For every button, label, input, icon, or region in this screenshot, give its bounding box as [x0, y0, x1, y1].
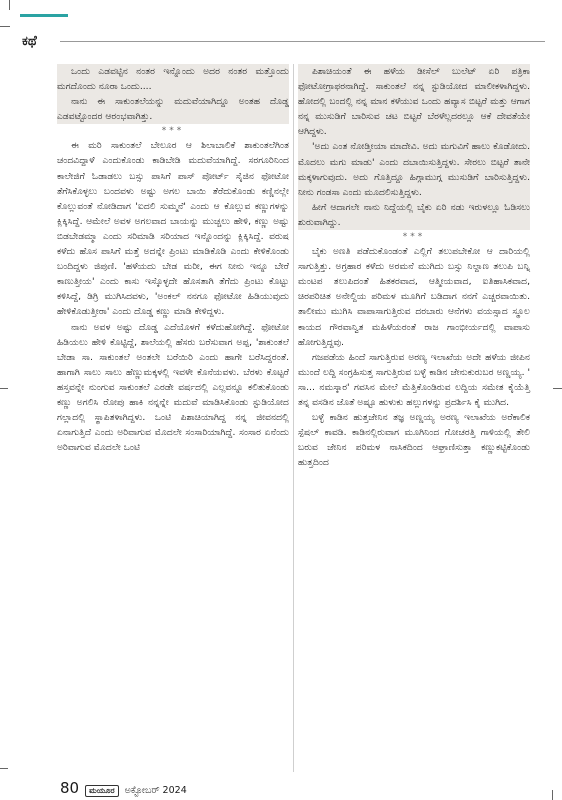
right-column	[298, 64, 530, 470]
magazine-logo: ಮಯೂರ	[85, 785, 119, 797]
paragraph: ನಾನು ಈ ಸಾಕುಂತಲೆಯನ್ನು ಮದುವೆಯಾಗಿದ್ದೂ ಅಂತಹ ದೊಡ್ಡ ಎಡವಟ್ಟೊಂದರ ಆರಂಭವಾಗಿತ್ತು.	[57, 94, 289, 124]
paragraph: ಈ ಮರಿ ಸಾಕುಂತಲೆ ಬೇಲೂರ ಆ ಶಿಲಾಬಾಲಿಕೆ ಶಾಕುಂತಲೆಗಿಂತ ಚಂದವಿದ್ದಾಳೆ ಎಂದುಕೊಂಡು ಕಾಡಿಬೇಡಿ ಮದುವೆಯಾಗಿದ್ದೆ. ಸರಗೂರಿನಿಂದ ಕಾಲೇಜಿಗೆ ಓಡಾಡಲು ಬಸ್ಸು ಪಾಸಿಗೆ ಪಾಸ್ ಪೋರ್ಟ್ ಸೈಜಿನ ಫೋಟೋ ತೆಗೆಸಿಕೊಳ್ಳಲು ಬಂದವಳು ಅಷ್ಟು ಅಗಲ ಬಾಯಿ ತೆರೆದುಕೊಂಡು ಕಣ್ಣಿನಲ್ಲೇ ಕೊಲ್ಲುವಂತೆ ನೋಡಿದಾಗ 'ಐದಲಿ ಸುಮ್ಮನೆ' ಎಂದು ಆ ಕೊಲ್ಲುವ ಕಣ್ಣುಗಳನ್ನು ಕ್ಲಿಕ್ಕಿಸಿದ್ದೆ. ಆಮೇಲೆ ಅವಳ ಅಗಲವಾದ ಬಾಯನ್ನು ಮುಚ್ಚಲು ಹೇಳಿ, ಕಣ್ಣು ಅಷ್ಟು ಬಿಡಬೇಡಮ್ಮಾ ಎಂದು ಸರಿಮಾಡಿ ಸರಿಯಾದ ಇನ್ನೊಂದನ್ನು ಕ್ಲಿಕ್ಕಿಸಿದ್ದೆ. ವರುಷ ಕಳೆದು ಹೊಸ ಪಾಸಿಗೆ ಮತ್ತೆ ಅದನ್ನೇ ಪ್ರಿಂಟು ಮಾಡಿಕೊಡಿ ಎಂದು ಕೇಳಿಕೊಂಡು ಬಂದಿದ್ದಳು ಜಿಪುಣಿ. 'ಹಳೆಯದು ಬೇಡ ಮರೀ, ಈಗ ನೀನು ಇನ್ನೂ ಬೇರೆ ಕಾಣುತ್ತೀಯ' ಎಂದು ಕಾಸು ಇಸ್ಕೊಳ್ಳದೇ ಹೊಸತಾಗಿ ತೆಗೆದು ಪ್ರಿಂಟು ಕೊಟ್ಟು ಕಳಿಸಿದ್ದೆ, ಡಿಗ್ರಿ ಮುಗಿಸಿದವಳು, 'ಅಂಕಲ್ ನನಗೂ ಫೋಟೋ ಹಿಡಿಯುವುದು ಹೇಳಿಕೊಡುತ್ತೀರಾ' ಎಂದು ದೊಡ್ಡ ಕಣ್ಣು ಮಾಡಿ ಕೇಳಿದ್ದಳು.	[57, 140, 289, 318]
crop-mark	[9, 0, 10, 10]
page-number: 80	[60, 779, 80, 797]
section-separator: ***	[402, 232, 426, 243]
paragraph: 'ಅದು ಎಂತ ನೋಡ್ತೀಯಾ ಮಾದೇವಿ. ಅದು ಮಗುವಿಗೆ ಹಾಲು ಕೊಡೋದು. ಮೊದಲು ಮಗು ಮಾಡು' ಎಂದು ದಬಾಯಿಸುತ್ತಿದ್ದಳು. ಸೇರಲು ಬಿಟ್ಟರೆ ತಾನೇ ಮಕ್ಕಳಾಗುವುದು. ಅದು ಗೊತ್ತಿದ್ದೂ ಹಿಗ್ಗಾಮುಗ್ಗ ಮುಸುಡಿಗೆ ಬಾರಿಸುತ್ತಿದ್ದಳು. ನೀನು ಗಂಡಸಾ ಎಂದು ಮೂದಲಿಸುತ್ತಿದ್ದಳು.	[298, 139, 530, 199]
column-divider	[293, 64, 294, 772]
paragraph: ಗಜಪಡೆಯ ಹಿಂದೆ ಸಾಗುತ್ತಿರುವ ಅರಣ್ಯ ಇಲಾಖೆಯ ಅದೇ ಹಳೆಯ ಜೀಪಿನ ಮುಂದೆ ಲದ್ದಿ ಸಂಗ್ರಹಿಸುತ್ತ ಸಾಗುತ್ತಿರುವ ಬಳ್ಳೆ ಕಾಡಿನ ಜೇನುಕುರುಬರ ಅಣ್ಣಯ್ಯ. ' ಸಾ... ನಮಸ್ಕಾರ' ಗವಸಿನ ಮೇಲೆ ಮೆತ್ತಿಕೊಂಡಿರುವ ಲದ್ದಿಯ ಸಮೇತ ಕೈಯೆತ್ತಿ ತನ್ನ ವಸಡಿನ ಜೊತೆ ಅಷ್ಟೂ ಹುಳುಕು ಹಲ್ಲುಗಳನ್ನು ಪ್ರದರ್ಶಿಸಿ ಕೈ ಮುಗಿದ.	[298, 351, 530, 408]
paragraph: ಬೈಕು ಅಣತಿ ಪಡೆದುಕೊಂಡಂತೆ ಎಲ್ಲಿಗೆ ತಲುಪಬೇಕೋ ಆ ದಾರಿಯಲ್ಲಿ ಸಾಗುತ್ತಿತ್ತು. ಅಗ್ರಹಾರ ಕಳೆದು ಅರಮನೆ ಮುಗಿದು ಬಸ್ಸು ನಿಲ್ದಾಣ ತಲುಪಿ ಬನ್ನಿ ಮಂಟಪ ತಲುಪಿದಂತೆ ಹಿತಕರವಾದ, ಆತ್ಮೀಯವಾದ, ಐತಿಹಾಸಿಕವಾದ, ಚಿರಪರಿಚಿತ ಅನೇಲ್ದಿಯ ಪರಿಮಳ ಮೂಗಿಗೆ ಬಡಿದಾಗ ನನಗೆ ಎಚ್ಚರವಾಯಿತು. ತಾಲೀಮು ಮುಗಿಸಿ ವಾಪಾಸಾಗುತ್ತಿರುವ ದರಬಾರು ಆನೆಗಳು ವಯಸ್ಸಾದ ಸ್ಥೂಲ ಕಾಯದ ಗೌರವಾನ್ವಿತ ಮಹಿಳೆಯರಂತೆ ರಾಜ ಗಾಂಭೀರ್ಯದಲ್ಲಿ ವಾಪಾಸು ಹೋಗುತ್ತಿದ್ದವು.	[298, 246, 530, 348]
paragraph: ಬಳ್ಳೆ ಕಾಡಿನ ಹುತ್ತಜೇನಿನ ತಜ್ಞ ಅಣ್ಣಯ್ಯ ಅರಣ್ಯ ಇಲಾಖೆಯ ಅರೆಕಾಲಿಕ ಸ್ಪೆಷಲ್ ಕಾವಡಿ. ಕಾಡಿನಲ್ಲಿರುವಾಗ ಮೂಗಿನಿಂದ ಗೋಚರತ್ತಿ ಗಾಳಿಯಲ್ಲಿ ತೇಲಿ ಬರುವ ಜೇನಿನ ಪರಿಮಳ ನಾಸಿಕದಿಂದ ಆಘ್ರಾಣಿಸುತ್ತಾ ಕಣ್ಣುಕಟ್ಟಿಕೊಂಡು ಹುತ್ತದಿಂದ	[298, 412, 530, 469]
crop-mark	[553, 388, 562, 389]
issue-date: ಅಕ್ಟೋಬರ್ 2024	[124, 785, 187, 796]
paragraph: ಒಂದು ಎಡವಟ್ಟಿನ ನಂತರ ಇನ್ನೊಂದು ಅದರ ನಂತರ ಮತ್ತೊಂದು ಮಗದೊಂದು ನೂರಾ ಒಂದು....	[57, 64, 289, 94]
section-separator: ***	[161, 126, 185, 137]
paragraph: ಪಿಶಾಚಿಯಂತೆ ಈ ಹಳೆಯ ಡೀಸೆಲ್ ಬುಲೆಟ್ ಏರಿ ಪತ್ರಿಕಾ ಫೋಟೋಗ್ರಾಫರನಾಗಿದ್ದೆ. ಸಾಕುಂತಲೆ ನನ್ನ ಸ್ಟುಡಿಯೋದ ಮಾಲೀಕಳಾಗಿದ್ದಳು. ಹೋದಲ್ಲಿ ಬಂದಲ್ಲಿ ನನ್ನ ಮಾನ ಕಳೆಯುವ ಒಂದು ಹವ್ಯಾಸ ಬಿಟ್ಟರೆ ಮತ್ತು ಆಗಾಗ ನನ್ನ ಮುಸುಡಿಗೆ ಬಾರಿಸುವ ಚಟ ಬಿಟ್ಟರೆ ಬೆರಳೆಲ್ಲದರಲ್ಲೂ ಆಕೆ ದೇವತೆಯೇ ಆಗಿದ್ದಳು.	[298, 64, 530, 139]
crop-mark	[0, 388, 8, 389]
paragraph: ಹೀಗೆ ಆದಾಗಲೇ ನಾನು ನಿದ್ದೆಯಲ್ಲಿ ಬೈಕು ಏರಿ ನಡು ಇರುಳಲ್ಲೂ ಓಡಿಸಲು ಶುರುವಾಗಿದ್ದು.	[298, 200, 530, 230]
paragraph: ನಾನು ಅವಳ ಅಷ್ಟು ದೊಡ್ಡ ಎದೆಯೊಳಗೆ ಕಳೆದುಹೋಗಿದ್ದೆ. ಫೋಟೋ ಹಿಡಿಯಲು ಹೇಳಿ ಕೊಟ್ಟಿದ್ದೆ, ಶಾಲೆಯಲ್ಲಿ ಹೆಸರು ಬರೆಸುವಾಗ ಅಪ್ಪ, 'ಶಾಕುಂತಲೆ ಬೇಡಾ ಸಾ. ಸಾಕುಂತಲೆ ಅಂತಲೇ ಬರೆಯಿರಿ ಎಂದು ಹಾಗೇ ಬರೆಸಿದ್ದರಂತೆ. ಹಾಗಾಗಿ ಸಾಲು ಸಾಲು ಹೆಣ್ಣುಮಕ್ಕಳಲ್ಲಿ ಇವಳೇ ಕೊನೆಯವಳು. ಬೆರಳು ಕೊಟ್ಟರೆ ಹಸ್ತವನ್ನೇ ನುಂಗುವ ಸಾಕುಂತಲೆ ಎರಡೇ ವರ್ಷದಲ್ಲಿ ಎಲ್ಲವನ್ನೂ ಕಲಿತುಕೊಂಡು ಕಣ್ಣು ಅಗಲಿಸಿ ರೋಪು ಹಾಕಿ ನನ್ನನ್ನೇ ಮದುವೆ ಮಾಡಿಸಿಕೊಂಡು ಸ್ಟುಡಿಯೋದ ಗಲ್ಲಾದಲ್ಲಿ ಸ್ಥಾಪಿತಳಾಗಿದ್ದಳು. ಒಂಟಿ ಪಿಶಾಚಿಯಾಗಿದ್ದ ನನ್ನ ಜೀವನದಲ್ಲಿ ಏನಾಗುತ್ತಿದೆ ಎಂದು ಅರಿವಾಗುವ ಮೊದಲೇ ಸಂಸಾರಿಯಾಗಿದ್ದೆ. ಸಂಸಾರ ಏನೆಂದು ಅರಿವಾಗುವ ಮೊದಲೇ ಒಂಟಿ	[57, 321, 289, 454]
section-accent-bar	[20, 14, 68, 17]
page-footer	[60, 779, 187, 797]
header-rule	[60, 41, 545, 42]
crop-mark	[0, 768, 8, 769]
left-column	[57, 64, 289, 455]
crop-mark	[552, 790, 553, 800]
crop-mark	[0, 26, 10, 27]
section-label: ಕಥೆ	[22, 34, 37, 49]
